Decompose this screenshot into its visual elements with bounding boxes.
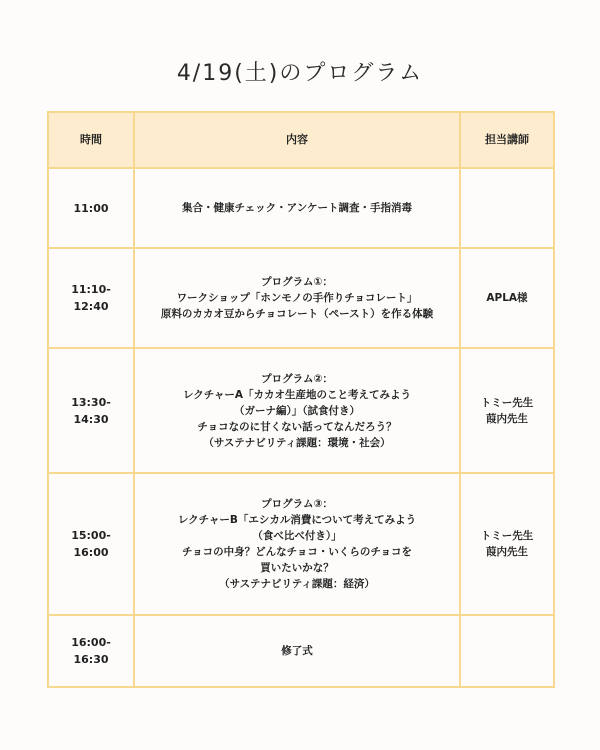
cell-time-line: 16:00- xyxy=(71,636,111,649)
cell-teacher xyxy=(460,348,554,473)
cell-content-line: プログラム②： xyxy=(261,372,333,385)
cell-content-line: （サステナビリティ課題：経済） xyxy=(219,578,375,590)
cell-teacher xyxy=(460,168,554,248)
cell-time xyxy=(48,615,134,687)
cell-content-line: 集合・健康チェック・アンケート調査・手指消毒 xyxy=(181,202,413,214)
table-header-row xyxy=(48,112,554,168)
cell-content xyxy=(134,473,460,615)
table-row xyxy=(48,615,554,687)
cell-content-line: ワークショップ「ホンモノの手作りチョコレート」 xyxy=(176,292,418,304)
cell-teacher-line: トミー先生 xyxy=(480,530,534,542)
table-row xyxy=(48,168,554,248)
cell-teacher-line: 葭内先生 xyxy=(486,546,528,558)
cell-teacher xyxy=(460,473,554,615)
cell-content xyxy=(134,248,460,348)
cell-content-line: （サステナビリティ課題：環境・社会） xyxy=(203,436,391,449)
cell-time xyxy=(48,348,134,473)
cell-teacher-line: APLA様 xyxy=(486,292,528,304)
header-time: 時間 xyxy=(48,112,134,168)
cell-time-line: 16:00 xyxy=(73,546,109,559)
cell-content-line: チョコなのに甘くない話ってなんだろう？ xyxy=(197,420,397,433)
cell-content xyxy=(134,615,460,687)
table-row xyxy=(48,473,554,615)
table-row xyxy=(48,348,554,473)
cell-teacher xyxy=(460,248,554,348)
cell-time-line: 11:10- xyxy=(71,283,111,296)
cell-teacher xyxy=(460,615,554,687)
cell-time-line: 15:00- xyxy=(71,529,111,542)
cell-content-line: 修了式 xyxy=(281,645,313,657)
cell-content-line: レクチャーA「カカオ生産地のこと考えてみよう xyxy=(182,388,412,401)
cell-time-line: 14:30 xyxy=(73,412,109,426)
cell-content-line: レクチャーB「エシカル消費について考えてみよう xyxy=(177,514,417,526)
cell-time-line: 12:40 xyxy=(73,300,109,313)
schedule-table xyxy=(47,111,555,688)
cell-content-line: プログラム①： xyxy=(261,276,333,288)
cell-time xyxy=(48,168,134,248)
header-teacher: 担当講師 xyxy=(460,112,554,168)
page-title: 4/19(土)のプログラム xyxy=(176,61,424,86)
cell-content-line: 買いたいかな？ xyxy=(260,562,334,574)
schedule-body xyxy=(48,168,554,687)
cell-time-line: 13:30- xyxy=(71,395,111,409)
cell-teacher-line: トミー先生 xyxy=(480,396,534,409)
cell-time xyxy=(48,473,134,615)
cell-content-line: （ガーナ編）」（試食付き） xyxy=(234,404,360,417)
table-row xyxy=(48,248,554,348)
cell-content-line: プログラム③： xyxy=(261,498,333,510)
cell-content-line: （食べ比べ付き）」 xyxy=(252,530,342,542)
cell-teacher-line: 葭内先生 xyxy=(486,412,528,425)
cell-content-line: チョコの中身？どんなチョコ・いくらのチョコを xyxy=(181,546,413,558)
cell-time-line: 16:30 xyxy=(73,653,109,666)
cell-time-line: 11:00 xyxy=(73,201,109,215)
cell-content-line: 原料のカカオ豆からチョコレート（ペースト）を作る体験 xyxy=(160,308,434,320)
cell-content xyxy=(134,348,460,473)
cell-content xyxy=(134,168,460,248)
header-content: 内容 xyxy=(134,112,460,168)
cell-time xyxy=(48,248,134,348)
